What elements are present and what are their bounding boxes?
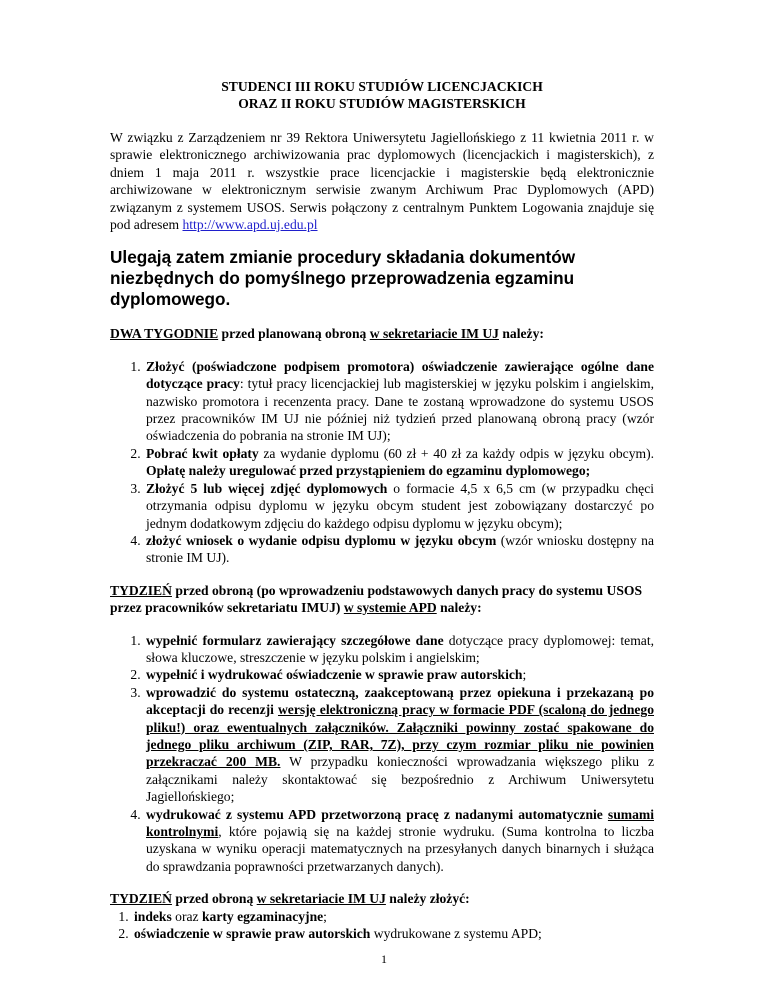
section2-mid: przed obroną (po wprowadzeniu podstawowych danych pracy do systemu USOS przez pracowników sekretariatu IMUJ): [110, 582, 643, 616]
list-item: [132, 925, 654, 942]
item-bold-underlined: sumami kontrolnymi: [146, 806, 654, 839]
item-text: oraz: [171, 908, 202, 924]
item-text-2: ;: [323, 908, 327, 924]
section2-list: [110, 632, 654, 876]
section1-place: w sekretariacie IM UJ: [369, 326, 499, 342]
section2-when: TYDZIEŃ: [110, 582, 172, 598]
main-heading: Ulegają zatem zmianie procedury składania dokumentów niezbędnych do pomyślnego przeprowadzenia egzaminu dyplomowego.: [110, 247, 576, 310]
item-text: (wzór wniosku dostępny na stronie IM UJ).: [146, 532, 654, 566]
item-text: W przypadku konieczności wprowadzania większego pliku z załącznikami należy skontaktować się bezpośrednio z Archiwum Uniwersytetu Jagiellońskiego;: [146, 754, 655, 805]
list-item: [144, 532, 654, 567]
item-bold: Pobrać kwit opłaty: [146, 445, 259, 461]
section3-tail: należy złożyć:: [385, 891, 470, 907]
item-text: dotyczące pracy dyplomowej: temat, słowa kluczowe, streszczenie w języku polskim i angielskim;: [146, 632, 654, 665]
section2-place: w systemie APD: [343, 600, 437, 616]
list-item: [144, 666, 654, 683]
item-bold: Złożyć (poświadczone podpisem promotora) oświadczenie zawierające ogólne dane dotyczące pracy: [146, 358, 654, 392]
section1-mid: przed planowaną obroną: [218, 326, 370, 342]
section3-heading: [110, 890, 654, 907]
item-bold: indeks: [134, 908, 172, 924]
list-item: [144, 358, 654, 445]
list-item: [132, 908, 654, 925]
list-item: [144, 806, 654, 876]
title-line-2: ORAZ II ROKU STUDIÓW MAGISTERSKICH: [238, 96, 526, 111]
apd-link[interactable]: http://www.apd.uj.edu.pl: [182, 217, 318, 233]
list-item: [144, 445, 654, 480]
item-bold: wydrukować z systemu APD przetworzoną pracę z nadanymi automatycznie: [146, 806, 608, 822]
section3-when: TYDZIEŃ: [110, 891, 172, 907]
item-text: ;: [522, 667, 527, 683]
section3-place: w sekretariacie IM UJ: [256, 891, 386, 907]
item-bold: Złożyć 5 lub więcej zdjęć dyplomowych: [146, 480, 388, 496]
item-text: : tytuł pracy licencjackiej lub magisterskiej w języku polskim i angielskim, nazwisko promotora i recenzenta pracy. Dane te zostaną wprowadzone do systemu USOS przez pracowników IM UJ nie później niż tydzień przed planowaną obroną pracy (wzór oświadczenia do pobrania na stronie IM UJ);: [146, 376, 655, 444]
section1-tail: należy:: [498, 326, 544, 342]
item-bold: złożyć wniosek o wydanie odpisu dyplomu w języku obcym: [146, 532, 497, 548]
document-page: [110, 78, 654, 942]
page-number: 1: [381, 952, 387, 966]
intro-paragraph: [110, 129, 654, 233]
intro-text: W związku z Zarządzeniem nr 39 Rektora Uniwersytetu Jagiellońskiego z 11 kwietnia 2011 r. w sprawie elektronicznego archiwizowania prac dyplomowych (licencjackich i magisterskich), z dniem 1 maja 2011 r. wszystkie prace licencjackie i magisterskie będą elektronicznie archiwizowane w elektronicznym serwisie zwanym Archiwum Prac Dyplomowych (APD) związanym z systemem USOS. Serwis połączony z centralnym Punktem Logowania znajduje się pod adresem: [110, 130, 654, 233]
title-line-1: STUDENCI III ROKU STUDIÓW LICENCJACKICH: [221, 79, 543, 94]
section1-when: DWA TYGODNIE: [110, 326, 219, 342]
item-text: o formacie 4,5 x 6,5 cm (w przypadku chęci otrzymania odpisu dyplomu w języku obcym student jest zobowiązany dostarczyć po jednym dodatkowym zdjęciu do każdego odpisu dyplomu w języku obcym);: [146, 480, 655, 531]
item-text: wydrukowane z systemu APD;: [370, 926, 542, 942]
section1-heading: [110, 325, 654, 342]
section3-mid: przed obroną: [171, 891, 257, 907]
item-bold: wypełnić formularz zawierający szczegółowe dane: [146, 632, 444, 648]
item-bold: wprowadzić do systemu ostateczną, zaakceptowaną przez opiekuna i przekazaną po akceptacji do recenzji: [146, 684, 654, 718]
item-bold-underlined: wersję elektroniczną pracy w formacie PDF (scaloną do jednego pliku!) oraz ewentualnych załączników. Załączniki powinny zostać spakowane do jednego pliku archiwum (ZIP, RAR, 7Z), przy czym rozmiar pliku nie powinien przekraczać 200 MB.: [146, 702, 655, 770]
item-bold: wypełnić i wydrukować oświadczenie w sprawie praw autorskich: [146, 667, 523, 683]
item-bold-2: Opłatę należy uregulować przed przystąpieniem do egzaminu dyplomowego;: [146, 463, 591, 479]
list-item: [144, 480, 654, 532]
section2-heading: [110, 582, 654, 617]
item-text: za wydanie dyplomu (60 zł + 40 zł za każdy odpis w języku obcym).: [258, 445, 654, 461]
section2-tail: należy:: [436, 600, 482, 616]
item-bold-2: karty egzaminacyjne: [201, 908, 324, 924]
section1-list: [110, 358, 654, 567]
item-bold: oświadczenie w sprawie praw autorskich: [134, 926, 371, 942]
document-title: [110, 78, 654, 112]
list-item: [144, 684, 654, 806]
item-text: , które pojawią się na każdej stronie wydruku. (Suma kontrolna to liczba uzyskana w wyniku operacji matematycznych na przesyłanych danych binarnych i służąca do sprawdzania poprawności przetwarzanych danych).: [146, 824, 654, 874]
section3-list: [110, 908, 654, 943]
list-item: [144, 632, 654, 667]
